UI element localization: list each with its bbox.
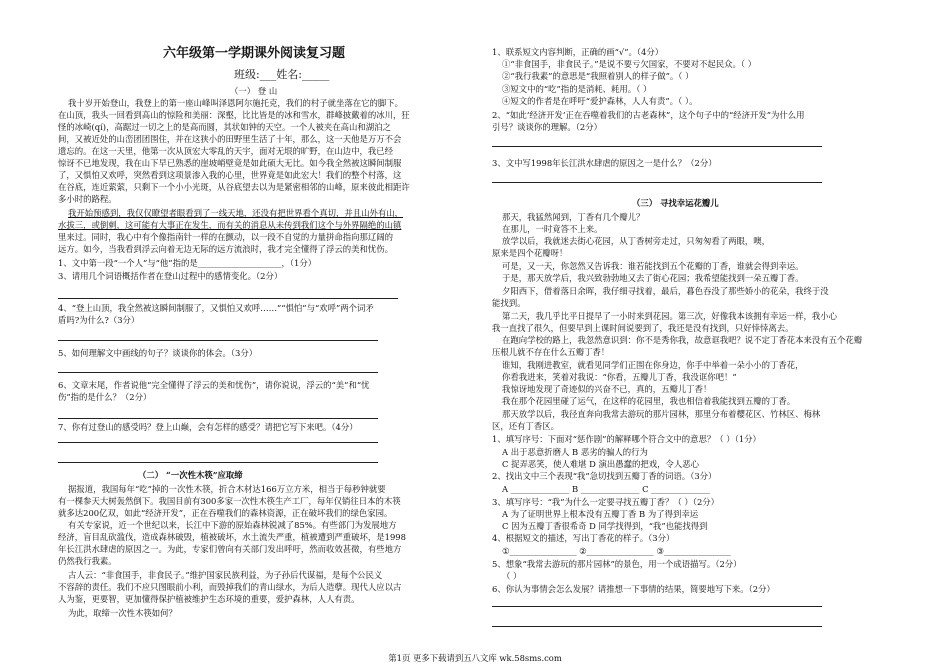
page-title: 六年级第一学期课外阅读复习题: [163, 46, 346, 61]
answer-line: [492, 182, 822, 183]
passage4-line: 夕阳西下，借着落日余晖，我仔细寻找着，最后，暮色吞没了那些娇小的花朵，我终于没: [502, 286, 829, 296]
passage4-line: 放学以后，我就迷去街心花园，从丁香树旁走过，只匆匆看了两眼，噢，: [502, 236, 770, 246]
q3-3-cd: C 因为五瓣丁香很希奇 D 同学找得到，“我”也能找得到: [502, 521, 708, 531]
q3-1-ab: A 出于恶意折磨人 B 恶劣的骗人的行为: [502, 447, 648, 457]
section3-title: （三） 寻找幸运花瓣儿: [632, 198, 719, 208]
q2-1-c: ③短文中的“吃”指的是消耗、耗用。（ ）: [502, 84, 652, 94]
answer-line: [58, 340, 378, 341]
class-name-line: 班级:___姓名:_____: [234, 68, 330, 81]
question-5: 5、如何理解文中画线的句子？谈谈你的体会。（3分）: [58, 348, 258, 358]
answer-line: [492, 606, 822, 607]
passage3-line: 据报道，我国每年“吃”掉的一次性木筷，折合木材达166万立方米，相当于每秒钟就要: [68, 484, 386, 494]
passage3-line: 仍然我行我素。: [58, 556, 117, 566]
q3-1-cd: C 捉弄恶笑，使人难堪 D 演出愚蠢的把戏，令人恶心: [502, 459, 699, 469]
passage1-line: 惊讶不已地发现，我在山下早已熟悉的崖坡峭壁竟是如此硕大无比。如今我全然被这瞬间制服: [58, 158, 402, 168]
answer-line: [58, 462, 378, 463]
passage4-line: 谁知，我刚进教室，就看见同学们正围在你身边，你手中举着一朵小小的丁香花，: [502, 360, 804, 370]
passage1-line: 在谷底，连近萦萦，只剩下一个小小光斑，从谷底望去以为是紧密相邻的山峰，原来彼此相距许: [58, 182, 410, 192]
passage4-line: 可是，又一天，你忽然又告诉我：谁若能找到五个花瓣的丁香，谁就会得到幸运。: [502, 261, 804, 271]
section1-title: （一） 登 山: [230, 86, 278, 96]
q2-1-b: ②“我行我素”的意思是“我照着别人的样子做”。（ ）: [502, 71, 694, 81]
q2-2: 2、“如此‘经济开发’正在吞噬着我们的古老森林”，这个句子中的“经济开发”为什么用: [492, 110, 805, 120]
passage3-line: 不容辞的责任。我们不应只图眼前小利，而毁掉我们的青山绿水，为后人造孽。现代人应以古: [58, 582, 402, 592]
passage3-line: 就多达200亿双，如此“经济开发”，正在吞噬我们的森林资源，正在破坏我们的绿色家园。: [58, 508, 393, 518]
q2-1-a: ①“非食国手，非食民子。”是说不要亏欠国家，不要对不起民众。（ ）: [502, 59, 757, 69]
question-6: 6、文章末尾，作者说他“完全懂得了浮云的美和忧伤”，请你说说，浮云的“美”和“忧: [58, 380, 370, 390]
answer-line: [492, 626, 822, 627]
passage1-line: 在山顶，我头一回看到高山的惊险和美丽：深壑，比比皆是的冰和雪水，群峰披戴着的冰川，狂: [58, 110, 410, 120]
q3-1: 1、填写序号：下面对“惩作剧”的解释哪个符合文中的意思？（ ）（1分）: [492, 434, 761, 444]
page-footer: 第1页 更多下载请到五八文库 wk.58sms.com: [388, 653, 562, 663]
q2-1-d: ④短文的作者是在呼吁“爱护森林，人人有责”。（ ）。: [502, 96, 698, 106]
passage4-line: 我惊讶地发现了奇迹似的兴奋不已，真的，五瓣儿丁香！: [502, 384, 712, 394]
passage3-line: 经济，盲目乱砍滥伐，造成森林破毁，植被破坏，水土流失严重，植被遭到严重破坏，是1998: [58, 532, 406, 542]
q2-1: 1、联系短文内容判断，正确的画“√”。（4分）: [492, 47, 664, 57]
q3-6: 6、你认为事情会怎么发展？请推想一下事情的结果，简要地写下来。（2分）: [492, 584, 775, 594]
passage1-line: 了，又惧怕又欢呼，突然看到这项景渗入我的心里，世界竟是如此宏大！我们的整个村落，这: [58, 170, 402, 180]
q2-3: 3、文中写1998年长江洪水肆虐的原因之一是什么？（2分）: [492, 158, 717, 168]
passage1-line: 间，又被近处的山峦团团围住，并在这狭小的田野里生活了十年，那么，这一天他是万万不会: [58, 134, 402, 144]
passage1-line: 我十岁开始登山，我登上的第一座山峰叫泽恩阿尔施托克，我们的村子就坐落在它的脚下。: [68, 98, 403, 108]
passage2-underlined-line: 我开始预感到，我仅仅瞭望者眼看到了一线天地，还没有把世界看个真切，并且山外有山，: [68, 208, 403, 218]
passage4-line: 我一直找了很久，但要早到上课时间说要到了，我还是没有找到，只好悻悻离去。: [492, 323, 794, 333]
passage4-line: 那天，我猛然闻到，丁香有几个瓣儿？: [502, 212, 645, 222]
passage4-line: 你看我进来，笑着对我说：“你看，五瓣儿丁香，我没诓你吧！”: [502, 372, 737, 382]
question-7: 7、你有过登山的感受吗？登上山巅，会有怎样的感受？请把它写下来吧。（4分）: [58, 422, 358, 432]
passage2-line: 远方。如今，当我看到浮云向着无边无际的远方流浪时，我才完全懂得了浮云的美和忧伤。: [58, 244, 393, 254]
q3-3-ab: A 为了证明世界上根本没有五瓣丁香 B 为了得到幸运: [502, 509, 699, 519]
passage4-line: 区，还有丁香区。: [492, 421, 559, 431]
passage3-line: 为此，取缔一次性木筷如何？: [68, 608, 177, 618]
q3-2-blanks: A ______________ B ______________ C ______________: [502, 484, 710, 494]
answer-line: [58, 298, 398, 299]
q3-5: 5、想象“我常去游玩的那片园林”的景色，用一个成语描写。（2分）: [492, 559, 742, 569]
q3-3: 3、填写序号：“我”为什么一定要寻找五瓣丁香？（ ）（2分）: [492, 497, 720, 507]
passage1-line: 多小时的路程。: [58, 194, 117, 204]
question-1: 1、文中第一段“一个人”与“他”指的是____________________，（1分）: [58, 258, 317, 268]
question-4-cont: 盾吗?为什么?（3分）: [58, 315, 140, 325]
passage4-line: 第二天，我几乎比平日提早了一小时来到花园。第三次，好像我本该拥有幸运一样，我小心: [502, 311, 837, 321]
answer-line: [492, 146, 822, 147]
passage4-line: 在那儿，一时竟答不上来。: [502, 224, 603, 234]
passage4-line: 压根儿就不存在什么五瓣丁香！: [492, 347, 610, 357]
q3-5-blank: （ ）: [502, 571, 522, 581]
passage1-line: 遗忘的。在这一天里，他第一次从顶宏大零乱的天宇，面对无垠的旷野，在山边中，我已经: [58, 146, 393, 156]
passage3-line: 年长江洪水肆虐的原因之一。为此，专家们曾向有关部门发出呼吁，然而收效甚微，有些地方: [58, 544, 402, 554]
passage4-line: 那天放学以后，我径直奔向我常去游玩的那片园林，那里分布着樱花区、竹林区、梅林: [502, 409, 821, 419]
q3-4-blanks: ①________________ ②________________ ③________________: [502, 546, 731, 556]
answer-line: [58, 372, 378, 373]
passage2-underlined-line: 水拔三，或倒刺，这可能有大事正在发生，而有关的消息从未传到我们这个与外界隔绝的山镇: [58, 220, 402, 230]
passage4-line: 在跑向学校的路上，我忽然意识到：你不是秀你我，故意诓我吧？说不定丁香花本来没有五个花瓣: [502, 335, 863, 345]
answer-line: [58, 418, 378, 419]
passage4-line: 我在那个花园里碰了运气，在这样的花园里，我也相信着我能找到五瓣的丁香。: [502, 396, 796, 406]
passage3-line: 有关专家说，近一个世纪以来，长江中下游的原始森林锐减了85%。有些部门为发展地方: [68, 520, 397, 530]
passage2-line: 里来过。同时，我心中有个像指南针一样的在颤动，以一段不自觉的力量拼命指向那辽阔的: [58, 232, 393, 242]
question-4: 4、“登上山顶，我全然被这瞬间制服了，又惧怕又欢呼……”“惧怕”与“欢呼”两个词矛: [58, 303, 374, 313]
q3-4: 4、根据短文的描述，写出丁香花的样子。（3分）: [492, 533, 675, 543]
passage3-line: 古人云：“非食国手，非食民子。”维护国家民族利益，为子孙后代谋福，是每个公民义: [68, 570, 383, 580]
passage3-line: 有一棵参天大树轰然倒下。我国目前有300多家一次性木筷生产工厂，每年仅销往日本的木筷: [58, 496, 401, 506]
q3-2: 2、找出文中三个表现“我”急切找到五瓣丁香的词语。（3分）: [492, 471, 717, 481]
passage1-line: 怪的冰崎(qí)，高踞过一切之上的是高而圆，其状如钟的天空。一个人被夹在高山和湖泊之: [58, 122, 391, 132]
q2-2-cont: 引号？谈谈你的理解。（2分）: [492, 122, 603, 132]
answer-line: [58, 442, 378, 443]
question-6-cont: 伤”指的是什么？（2分）: [58, 392, 152, 402]
passage4-line: 能找到。: [492, 298, 526, 308]
section2-title: （二） “一次性木筷”应取缔: [138, 470, 243, 480]
passage3-line: 人为鉴，更要智，更加懂得保护植被维护生态环境的重要，爱护森林，人人有责。: [58, 594, 360, 604]
question-3: 3、请用几个词语概括作者在登山过程中的感情变化。（2分）: [58, 271, 283, 281]
passage4-line: 原来是四个花瓣呀！: [492, 248, 568, 258]
passage4-line: 于是，那天放学后，我兴致勃勃地又去了街心花园；我希望能找到一朵五瓣丁香。: [502, 273, 804, 283]
